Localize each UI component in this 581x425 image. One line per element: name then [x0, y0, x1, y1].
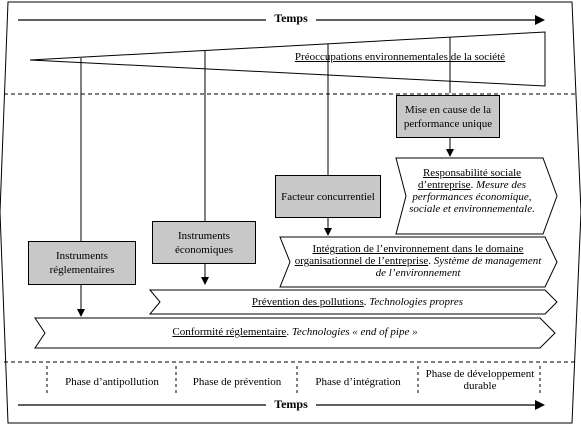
- driver-regulatory: [28, 241, 136, 285]
- phase-label-prevention: Phase de prévention: [192, 376, 282, 388]
- stage-csr-desc: Mesure des performances économique, sociale et environnementale.: [409, 179, 535, 215]
- driver-performance-label: Mise en cause de la performance unique: [403, 103, 493, 130]
- concerns-label: Préoccupations environnementales de la société: [294, 51, 506, 63]
- stage-integration-title: Intégration de l’environnement dans le domaine organisationnel de l’entreprise: [294, 243, 524, 267]
- stage-compliance-desc: Technologies « end of pipe »: [291, 326, 418, 338]
- time-label-bottom: Temps: [266, 398, 316, 411]
- phase-label-integration: Phase d’intégration: [315, 376, 401, 388]
- arrowhead-performance: [446, 149, 454, 157]
- stage-csr-text: Responsabilité sociale d’entreprise. Mesure des performances économique, sociale et environnementale.: [409, 167, 535, 215]
- arrowhead-regulatory: [77, 309, 85, 317]
- stage-prevention-desc: Technologies propres: [369, 296, 464, 308]
- time-label-top: Temps: [266, 12, 316, 25]
- driver-competition-label: Facteur concurrentiel: [281, 190, 375, 203]
- driver-competition: [275, 175, 381, 218]
- phase-label-sustainable: Phase de développement durable: [425, 368, 535, 392]
- stage-prevention-title: Prévention des pollutions: [251, 296, 364, 308]
- arrowhead-economic: [201, 277, 209, 285]
- driver-economic: [152, 221, 256, 264]
- time-arrow-bottom-head: [535, 400, 545, 410]
- driver-performance: [396, 95, 500, 138]
- driver-economic-label: Instruments économiques: [174, 229, 234, 256]
- stage-compliance-title: Conformité réglementaire: [172, 326, 287, 338]
- stage-integration-text: Intégration de l’environnement dans le domaine organisationnel de l’entreprise. Système de management de l’environnement: [294, 243, 542, 279]
- stage-compliance-text: Conformité réglementaire. Technologies « end of pipe »: [172, 326, 418, 338]
- stage-prevention-text: Prévention des pollutions. Technologies propres: [251, 296, 464, 308]
- phase-label-antipollution: Phase d’antipollution: [65, 376, 159, 388]
- driver-regulatory-label: Instruments réglementaires: [49, 250, 115, 276]
- stage-csr-title: Responsabilité sociale d’entreprise: [417, 167, 522, 191]
- time-arrow-top-head: [535, 15, 545, 25]
- stage-integration-desc: Système de management de l’environnement: [375, 255, 542, 279]
- arrowhead-competition: [324, 228, 332, 236]
